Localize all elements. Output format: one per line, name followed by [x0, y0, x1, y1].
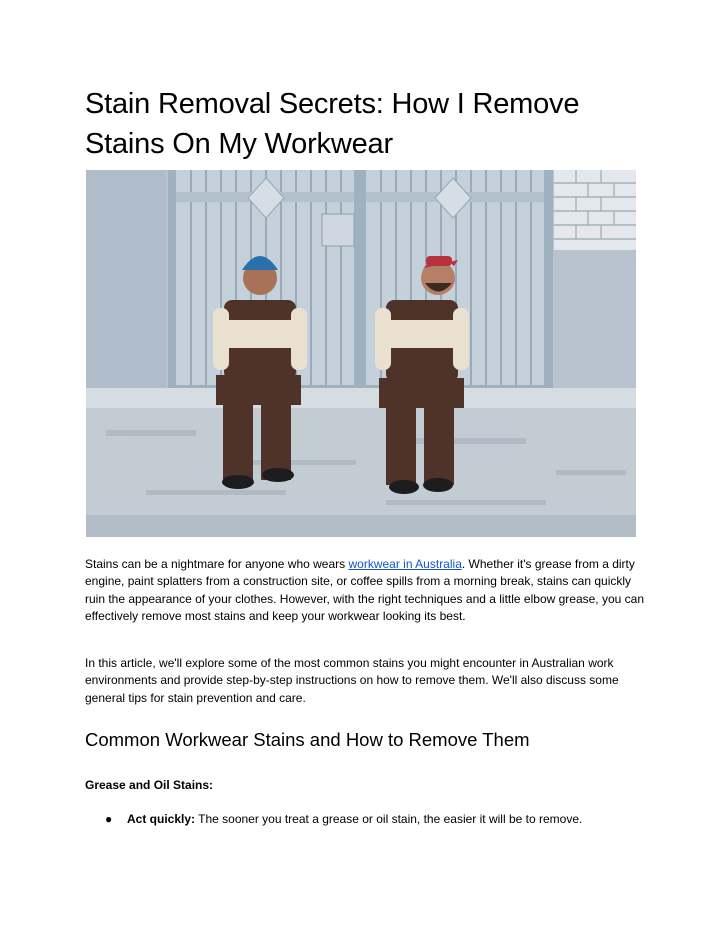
list-item-text: The sooner you treat a grease or oil stain, the easier it will be to remove. — [195, 812, 583, 826]
section-heading: Common Workwear Stains and How to Remove Them — [85, 729, 530, 750]
intro-paragraph — [85, 556, 645, 625]
hero-photo — [86, 170, 636, 537]
title-line-2: Stains On My Workwear — [85, 128, 393, 160]
overview-paragraph: In this article, we'll explore some of the most common stains you might encounter in Australian work environments and provide step-by-step instructions on how to remove them. We'll also discuss some general tips for stain prevention and care. — [85, 656, 619, 705]
subheading: Grease and Oil Stains: — [85, 778, 214, 792]
intro-text-before-link: Stains can be a nightmare for anyone who wears — [85, 557, 349, 571]
page-title — [85, 84, 645, 164]
workers-photo-illustration — [86, 170, 636, 537]
list-item-bold: Act quickly: — [127, 812, 196, 826]
title-line-1: Stain Removal Secrets: How I Remove — [85, 88, 580, 120]
workwear-australia-link[interactable]: workwear in Australia — [348, 557, 462, 571]
list-item — [85, 811, 645, 828]
bullet-icon: ● — [105, 812, 113, 826]
intro-text-after-link: . Whether it's grease from a dirty engine, paint splatters from a construction site, or coffee spills from a morning break, stains can quickly ruin the appearance of your clothes. However, with the right techniques and a little elbow grease, you can effectively remove most stains and keep your workwear looking its best. — [85, 557, 645, 623]
tips-list — [85, 811, 645, 828]
